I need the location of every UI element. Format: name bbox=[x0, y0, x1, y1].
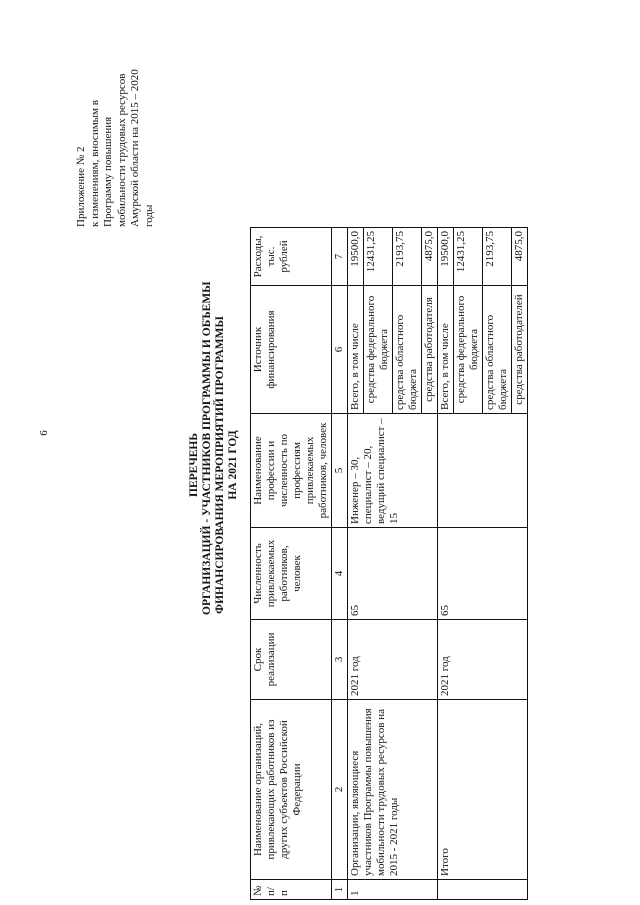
header-cell: № п/п bbox=[251, 880, 332, 900]
professions-cell bbox=[438, 414, 528, 528]
header-cell: Наименование профессии и численность по профессиям привлекаемых работников, человек bbox=[251, 414, 332, 528]
worker-count-cell: 65 bbox=[348, 528, 438, 620]
source-cell: средства федерального бюджета bbox=[454, 286, 483, 414]
source-cell: средства областного бюджета bbox=[393, 286, 422, 414]
appendix-line: Амурской области на 2015 – 2020 bbox=[129, 69, 141, 227]
appendix-line: годы bbox=[142, 204, 155, 227]
header-cell: Срок реализации bbox=[251, 620, 332, 700]
column-number-row bbox=[332, 228, 348, 900]
header-cell: Численность привлекаемых работников, человек bbox=[251, 528, 332, 620]
column-number: 3 bbox=[332, 620, 348, 700]
amount-cell: 4875,0 bbox=[512, 228, 528, 286]
table-row bbox=[438, 228, 454, 900]
source-cell: средства федерального бюджета bbox=[364, 286, 393, 414]
source-cell: Всего, в том числе bbox=[438, 286, 454, 414]
source-cell: Всего, в том числе bbox=[348, 286, 364, 414]
worker-count-cell: 65 bbox=[438, 528, 528, 620]
header-cell: Источник финансирования bbox=[251, 286, 332, 414]
amount-cell: 12431,25 bbox=[364, 228, 393, 286]
appendix-note bbox=[75, 27, 156, 227]
organization-cell: Организации, являющиеся участников Программы повышения мобильности трудовых ресурсов на 2015 - 2021 годы bbox=[348, 700, 438, 880]
amount-cell: 19500,0 bbox=[348, 228, 364, 286]
page-number: 6 bbox=[37, 430, 50, 436]
column-number: 6 bbox=[332, 286, 348, 414]
amount-cell: 2193,75 bbox=[393, 228, 422, 286]
period-cell: 2021 год bbox=[438, 620, 528, 700]
title-line: ПЕРЕЧЕНЬ bbox=[188, 433, 200, 497]
row-number bbox=[438, 880, 528, 900]
title-line: ФИНАНСИРОВАНИЯ МЕРОПРИЯТИЙ ПРОГРАММЫ bbox=[214, 316, 226, 614]
source-cell: средства работодателя bbox=[422, 286, 438, 414]
title-line: НА 2021 ГОД bbox=[227, 430, 239, 500]
source-cell: средства областного бюджета bbox=[483, 286, 512, 414]
total-label-cell: Итого bbox=[438, 700, 528, 880]
appendix-line: к изменениям, вносимым в bbox=[88, 100, 101, 227]
period-cell: 2021 год bbox=[348, 620, 438, 700]
column-number: 1 bbox=[332, 880, 348, 900]
column-number: 7 bbox=[332, 228, 348, 286]
document-title bbox=[188, 281, 240, 615]
amount-cell: 4875,0 bbox=[422, 228, 438, 286]
amount-cell: 2193,75 bbox=[483, 228, 512, 286]
programme-table bbox=[250, 227, 528, 900]
table-row bbox=[348, 228, 364, 900]
column-number: 4 bbox=[332, 528, 348, 620]
column-number: 5 bbox=[332, 414, 348, 528]
row-number: 1 bbox=[348, 880, 438, 900]
appendix-line: мобильности трудовых ресурсов bbox=[115, 73, 128, 227]
amount-cell: 19500,0 bbox=[438, 228, 454, 286]
professions-cell: Инженер – 30, специалист – 20, ведущий специалист – 15 bbox=[348, 414, 438, 528]
table-header-row bbox=[251, 228, 332, 900]
source-cell: средства работодателей bbox=[512, 286, 528, 414]
appendix-line: Приложение № 2 bbox=[75, 146, 87, 227]
amount-cell: 12431,25 bbox=[454, 228, 483, 286]
header-cell: Наименование организаций, привлекающих работников из других субъектов Российской Федерации bbox=[251, 700, 332, 880]
header-cell: Расходы, тыс. рублей bbox=[251, 228, 332, 286]
title-line: ОРГАНИЗАЦИЙ - УЧАСТНИКОВ ПРОГРАММЫ И ОБЪЕМЫ bbox=[201, 281, 213, 615]
appendix-line: Программу повышения bbox=[102, 116, 114, 227]
column-number: 2 bbox=[332, 700, 348, 880]
